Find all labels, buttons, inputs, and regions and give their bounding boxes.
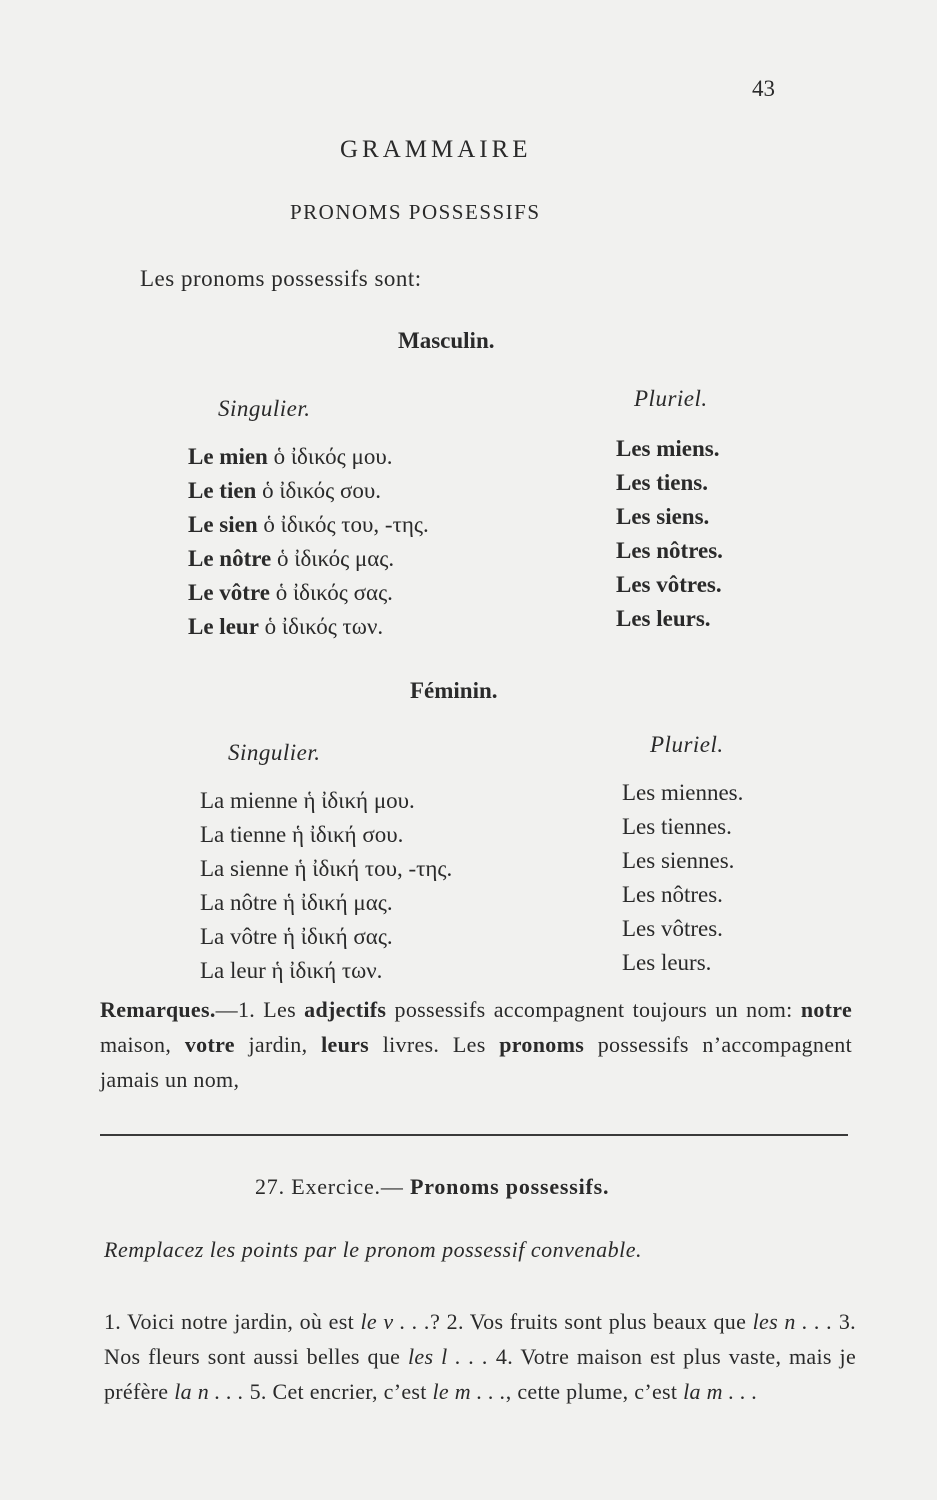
feminin-singulier-label: Singulier. <box>228 740 321 765</box>
gr-term: ἡ ἰδική σας. <box>283 924 393 949</box>
exercise-title: 27. Exercice.— Pronoms possessifs. <box>255 1174 610 1199</box>
fr-term: Le vôtre <box>188 580 270 605</box>
remarques-paragraph: Remarques.—1. Les adjectifs possessifs accompagnent toujours un nom: notre maison, votre jardin, leurs livres. Les pronoms possessifs n’accompagnent jamais un nom, <box>100 997 853 1092</box>
list-item <box>188 508 429 542</box>
gr-term: ἡ ἰδική σου. <box>291 822 404 847</box>
gr-term: ἡ ἰδική του, -της. <box>294 856 453 881</box>
list-item: Les leurs. <box>616 606 711 631</box>
fr-term: Le tien <box>188 478 257 503</box>
section-subtitle: PRONOMS POSSESSIFS <box>290 200 541 224</box>
fr-term: Le leur <box>188 614 259 639</box>
list-item <box>188 610 429 644</box>
fr-term: La mienne <box>200 788 298 813</box>
list-item <box>200 852 452 886</box>
list-item <box>200 784 452 818</box>
list-item <box>188 576 429 610</box>
masculin-pluriel-label: Pluriel. <box>634 386 708 411</box>
fr-term: La vôtre <box>200 924 278 949</box>
fr-term: La leur <box>200 958 266 983</box>
list-item: Les siennes. <box>622 848 735 873</box>
list-item: Les tiennes. <box>622 814 732 839</box>
feminin-pluriel-label: Pluriel. <box>650 732 724 757</box>
page-title: GRAMMAIRE <box>340 136 532 163</box>
intro-text: Les pronoms possessifs sont: <box>140 266 422 291</box>
list-item: Les vôtres. <box>616 572 722 597</box>
gr-term: ὁ ἰδικός σου. <box>262 478 382 503</box>
masculin-heading: Masculin. <box>398 328 495 353</box>
fr-term: Le mien <box>188 444 268 469</box>
fr-term: Le nôtre <box>188 546 272 571</box>
fr-term: La nôtre <box>200 890 278 915</box>
list-item <box>188 542 429 576</box>
gr-term: ὁ ἰδικός του, -της. <box>263 512 429 537</box>
gr-term: ὁ ἰδικός μου. <box>273 444 393 469</box>
masculin-singulier-label: Singulier. <box>218 396 311 421</box>
list-item: Les siens. <box>616 504 710 529</box>
section-divider <box>100 1134 848 1136</box>
list-item: Les vôtres. <box>622 916 723 941</box>
list-item <box>188 440 429 474</box>
list-item: Les nôtres. <box>622 882 723 907</box>
fr-term: La sienne <box>200 856 289 881</box>
list-item: Les leurs. <box>622 950 712 975</box>
masculin-singulier-list <box>188 440 429 644</box>
gr-term: ὁ ἰδικός σας. <box>275 580 393 605</box>
gr-term: ἡ ἰδική των. <box>271 958 383 983</box>
fr-term: La tienne <box>200 822 287 847</box>
fr-term: Le sien <box>188 512 258 537</box>
list-item: Les miens. <box>616 436 720 461</box>
feminin-pluriel-list <box>622 776 743 980</box>
page-number: 43 <box>752 76 775 101</box>
gr-term: ἡ ἰδική μου. <box>303 788 415 813</box>
gr-term: ὁ ἰδικός των. <box>264 614 384 639</box>
list-item: Les nôtres. <box>616 538 723 563</box>
list-item: Les tiens. <box>616 470 708 495</box>
masculin-pluriel-list <box>616 432 723 636</box>
gr-term: ἡ ἰδική μας. <box>283 890 393 915</box>
list-item <box>200 818 452 852</box>
feminin-heading: Féminin. <box>410 678 498 703</box>
feminin-singulier-list <box>200 784 452 988</box>
list-item: Les miennes. <box>622 780 744 805</box>
exercise-instruction: Remplacez les points par le pronom possessif convenable. <box>104 1237 642 1262</box>
exercise-body: 1. Voici notre jardin, où est le v . . .? 2. Vos fruits sont plus beaux que les n . . . 3. Nos fleurs sont aussi belles que les l . . . 4. Votre maison est plus vaste, mais je préfère la n . . . 5. Cet encrier, c’est le m . . ., cette plume, c’est la m . . . <box>104 1309 857 1404</box>
list-item <box>188 474 429 508</box>
list-item <box>200 920 452 954</box>
gr-term: ὁ ἰδικός μας. <box>277 546 395 571</box>
list-item <box>200 954 452 988</box>
list-item <box>200 886 452 920</box>
